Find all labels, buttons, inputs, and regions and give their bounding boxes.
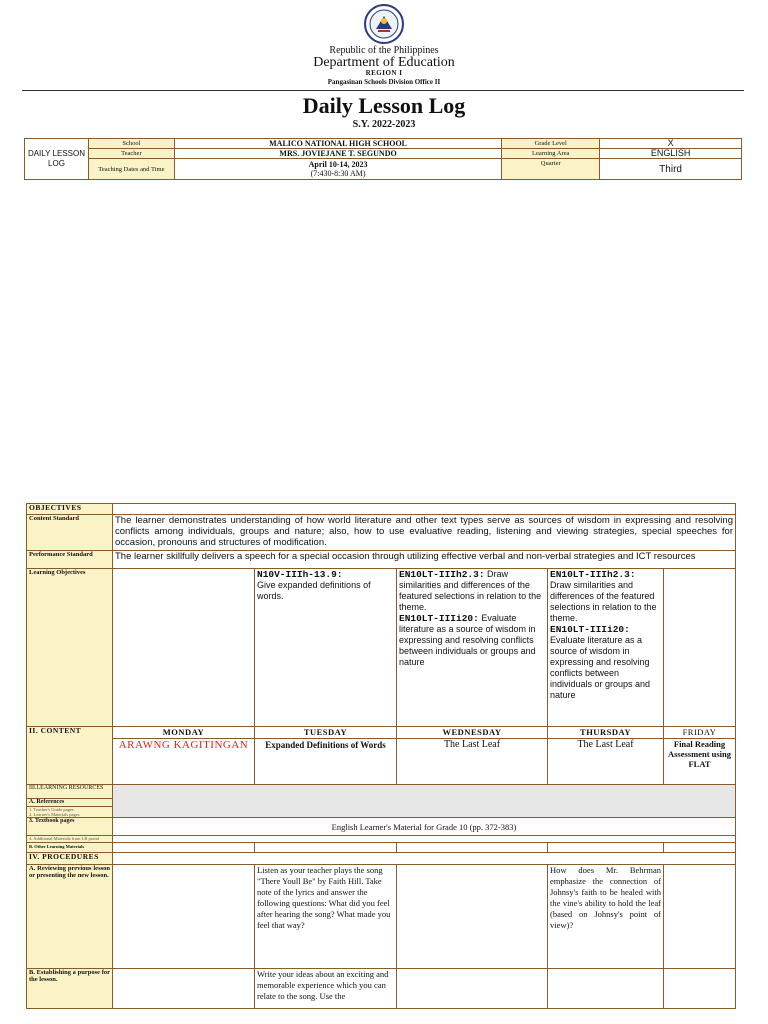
thursday-code-2: EN10LT-IIIi20: xyxy=(550,624,630,635)
purpose-label: B. Establishing a purpose for the lesson. xyxy=(27,969,113,1009)
other-resources-mon xyxy=(113,843,255,853)
dll-label: DAILY LESSON LOG xyxy=(25,139,89,180)
wednesday-code-2: EN10LT-IIIi20: xyxy=(399,613,479,624)
wednesday-purpose xyxy=(397,969,548,1009)
thursday-objectives xyxy=(548,569,664,727)
wednesday-objective-1: Draw similarities and differences of the featured selections in relation to the theme. xyxy=(399,569,542,612)
grade-label: Grade Level xyxy=(502,139,600,149)
procedures-empty xyxy=(113,853,736,865)
quarter-label: Quarter xyxy=(502,159,600,180)
document-title: Daily Lesson Log xyxy=(302,93,466,118)
learning-objectives-label: Learning Objectives xyxy=(27,569,113,727)
grade-value: X xyxy=(600,139,742,149)
friday-review xyxy=(664,865,736,969)
day-tuesday: TUESDAY xyxy=(255,727,397,739)
time-value: (7:430-8:30 AM) xyxy=(310,169,366,178)
republic-text: Republic of the Philippines xyxy=(329,45,439,56)
thursday-purpose xyxy=(548,969,664,1009)
procedures-label: IV. PROCEDURES xyxy=(27,853,113,865)
tuesday-review: Listen as your teacher plays the song "There Youll Be" by Faith Hill. Take note of the lyrics and answer the following questions: What did you feel after hearing the song? What made you feel that way? xyxy=(255,865,397,969)
learners-material-label: 2. Learner's Materials pages xyxy=(29,812,80,817)
thursday-review: How does Mr. Behrman emphasize the connection of Johnsy's faith to be healed with the vine's ability to hold the leaf (based on Johnsy's point of view)? xyxy=(548,865,664,969)
school-value: MALICO NATIONAL HIGH SCHOOL xyxy=(174,139,501,149)
objectives-empty xyxy=(113,504,736,515)
monday-purpose xyxy=(113,969,255,1009)
tuesday-objectives xyxy=(255,569,397,727)
tuesday-code: N10V-IIIh-13.9: xyxy=(257,569,343,580)
dates-value: April 10-14, 2023 xyxy=(308,160,368,169)
division-text: Pangasinan Schools Division Office II xyxy=(327,78,441,86)
day-thursday: THURSDAY xyxy=(548,727,664,739)
monday-content: ARAWNG KAGITINGAN xyxy=(113,739,255,785)
dates-label: Teaching Dates and Time xyxy=(88,159,174,180)
content-label: II. CONTENT xyxy=(27,727,113,785)
other-resources-thu xyxy=(548,843,664,853)
friday-content: Final Reading Assessment using FLAT xyxy=(664,739,736,785)
monday-review xyxy=(113,865,255,969)
wednesday-review xyxy=(397,865,548,969)
dates-cell xyxy=(174,159,501,180)
lesson-table xyxy=(26,503,736,1009)
references-label: A. References xyxy=(27,799,113,807)
school-label: School xyxy=(88,139,174,149)
deped-seal-logo xyxy=(352,4,416,44)
day-wednesday: WEDNESDAY xyxy=(397,727,548,739)
thursday-content: The Last Leaf xyxy=(548,739,664,785)
area-label: Learning Area xyxy=(502,149,600,159)
thursday-objective-1: Draw similarities and differences of the featured selections in relation to the theme. xyxy=(550,580,657,623)
friday-purpose xyxy=(664,969,736,1009)
teachers-guide-label: 1. Teacher's Guide pages xyxy=(29,807,74,812)
day-monday: MONDAY xyxy=(113,727,255,739)
learning-resources-label: III.LEARNING RESOURCES xyxy=(27,785,113,799)
department-text: Department of Education xyxy=(313,55,455,70)
quarter-value: Third xyxy=(600,159,742,180)
textbook-label: 3. Textbook pages xyxy=(27,818,113,836)
day-friday: FRIDAY xyxy=(664,727,736,739)
reviewing-label: A. Reviewing previous lesson or presenting the new lesson. xyxy=(27,865,113,969)
wednesday-objectives xyxy=(397,569,548,727)
other-resources-tue xyxy=(255,843,397,853)
region-text: REGION I xyxy=(365,69,403,77)
teacher-label: Teacher xyxy=(88,149,174,159)
learning-resources-shade xyxy=(113,785,736,818)
wednesday-objective-2: Evaluate literature as a source of wisdom in expressing and resolving conflicts between individuals or groups and nature xyxy=(399,613,536,667)
other-resources-label: B. Other Learning Materials xyxy=(27,843,113,853)
thursday-code-1: EN10LT-IIIh2.3: xyxy=(550,569,636,580)
lrmds-label: 4. Additional Materials from LR portal xyxy=(27,836,113,843)
tuesday-objective: Give expanded definitions of words. xyxy=(257,580,371,601)
content-standard-label: Content Standard xyxy=(27,515,113,551)
other-resources-wed xyxy=(397,843,548,853)
lrmds-empty xyxy=(113,836,736,843)
header-divider xyxy=(22,90,744,91)
info-table xyxy=(24,138,742,180)
wednesday-code-1: EN10LT-IIIh2.3: xyxy=(399,569,485,580)
guide-pages-labels xyxy=(27,807,113,818)
tuesday-content: Expanded Definitions of Words xyxy=(255,739,397,785)
content-standard-text: The learner demonstrates understanding of how world literature and other text types serve as sources of wisdom in expressing and resolving conflicts among individuals, groups and nature; also, how to use evaluative reading, listening and viewing strategies, special speeches for occasion, pronouns and structures of modification. xyxy=(113,515,736,551)
other-resources-fri xyxy=(664,843,736,853)
tuesday-purpose: Write your ideas about an exciting and memorable experience which you can relate to the song. Use the xyxy=(255,969,397,1009)
textbook-value: English Learner's Material for Grade 10 (pp. 372-383) xyxy=(113,818,736,836)
performance-standard-label: Performance Standard xyxy=(27,551,113,569)
friday-objectives xyxy=(664,569,736,727)
performance-standard-text: The learner skillfully delivers a speech for a special occasion through utilizing effective verbal and non-verbal strategies and ICT resources xyxy=(113,551,736,569)
school-year: S.Y. 2022-2023 xyxy=(352,119,416,130)
teacher-value: MRS. JOVIEJANE T. SEGUNDO xyxy=(174,149,501,159)
wednesday-content: The Last Leaf xyxy=(397,739,548,785)
area-value: ENGLISH xyxy=(600,149,742,159)
objectives-label: OBJECTIVES xyxy=(27,504,113,515)
monday-objectives xyxy=(113,569,255,727)
thursday-objective-2: Evaluate literature as a source of wisdom in expressing and resolving conflicts between individuals or groups and nature xyxy=(550,635,651,700)
